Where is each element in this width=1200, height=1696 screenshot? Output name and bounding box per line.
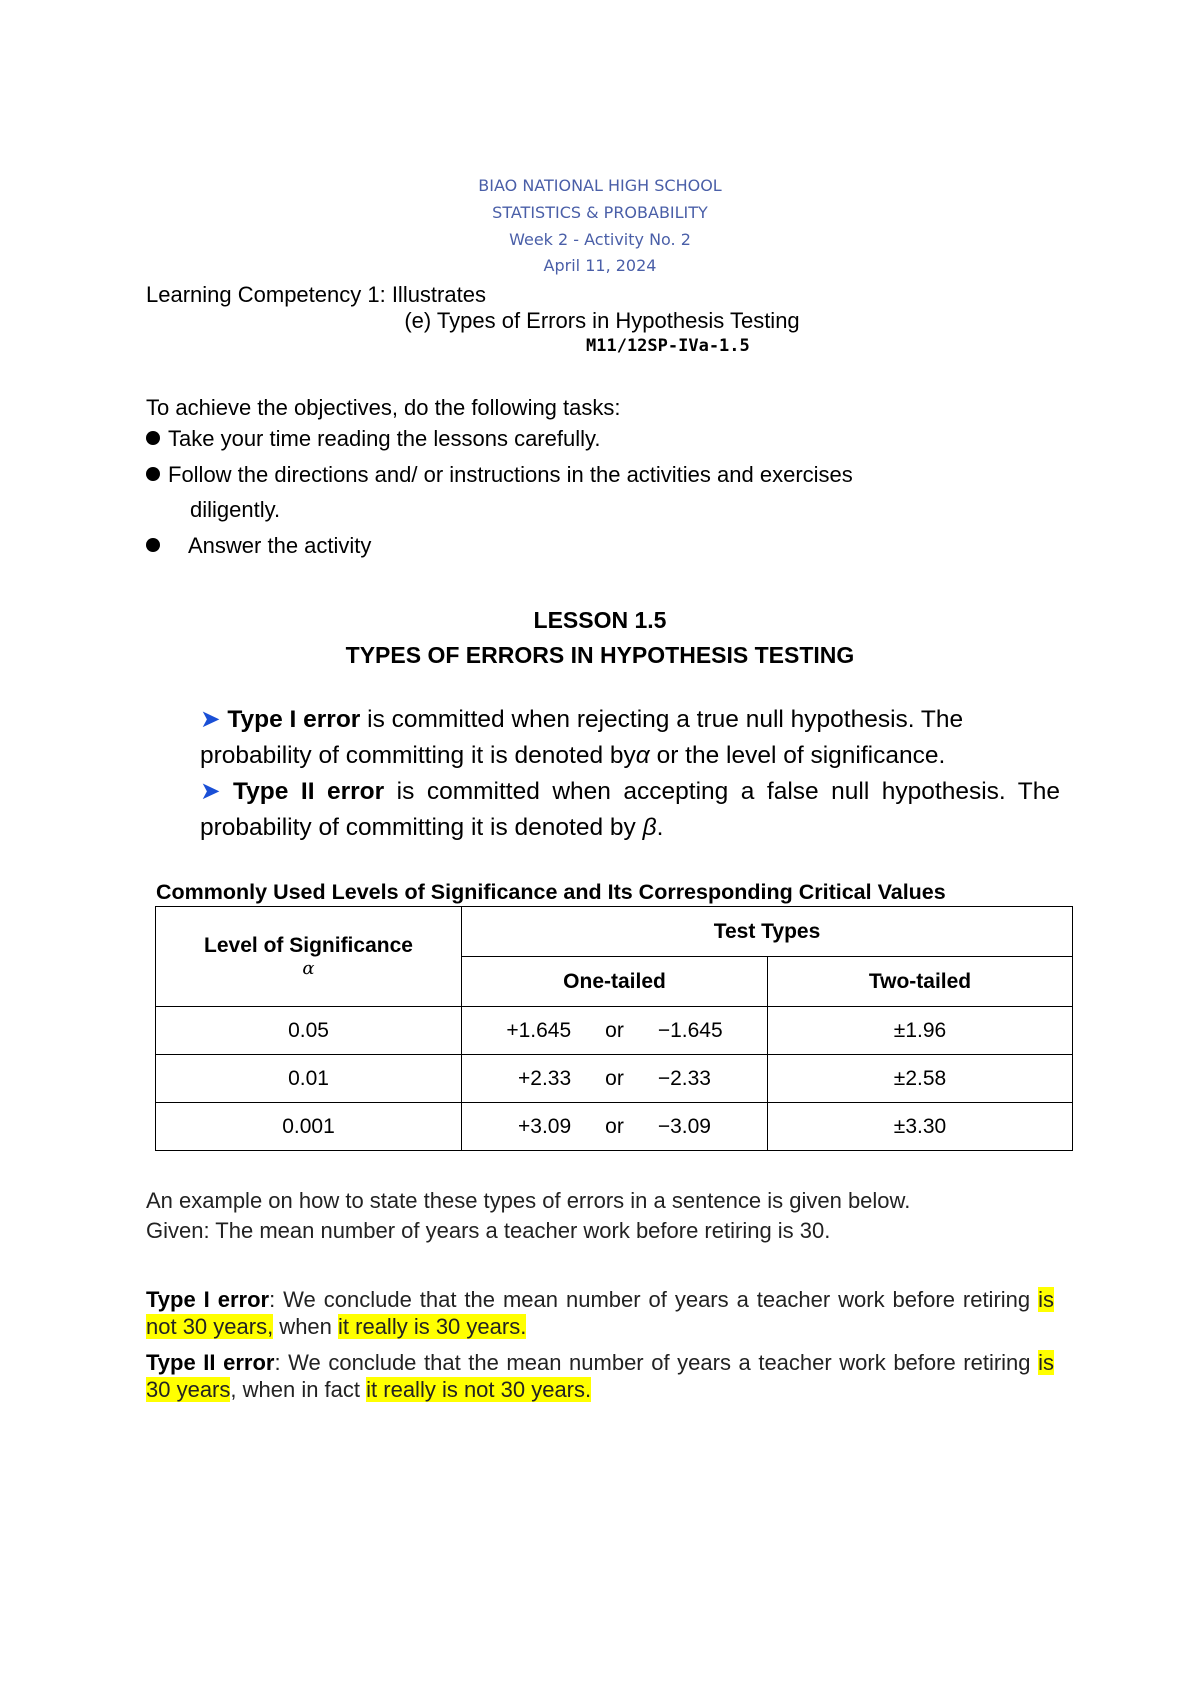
type1-text: is committed when rejecting a true null hypothesis. The probability of committing it is denoted by: [200, 706, 964, 769]
task-text-continued: diligently.: [190, 497, 281, 522]
type1-tail: or the level of significance.: [649, 742, 946, 769]
bullet-icon: [146, 431, 160, 445]
type2-term: Type II error: [233, 778, 385, 805]
task-item: [146, 462, 853, 488]
level-cell: 0.05: [156, 1007, 462, 1055]
two-tailed-cell: ±3.30: [768, 1103, 1073, 1151]
one-tailed-cell: [462, 1007, 768, 1055]
bullet-icon: [146, 538, 160, 552]
type2-text: is committed when accepting a false null hypothesis. The probability of committing it is denoted by: [200, 778, 1060, 841]
type1-definition: [200, 702, 1060, 774]
highlight-text: it really is not 30 years.: [366, 1377, 592, 1402]
task-item: [146, 533, 371, 559]
table-row: [156, 1103, 1073, 1151]
competency-topic-wrap: [0, 308, 1200, 334]
highlight-text: it really is 30 years.: [338, 1314, 527, 1339]
task-item: [146, 426, 600, 452]
table-row: [156, 1055, 1073, 1103]
example-type1: [146, 1286, 1054, 1340]
type1-term: Type I error: [227, 706, 361, 733]
school-name: BIAO NATIONAL HIGH SCHOOL: [478, 176, 722, 195]
header-two-tailed: Two-tailed: [768, 957, 1073, 1007]
header-alpha-symbol: α: [302, 958, 315, 979]
example-type1-term: Type I error: [146, 1287, 270, 1312]
alpha-symbol: α: [635, 742, 650, 769]
example-type2: [146, 1349, 1054, 1403]
one-tailed-cell: [462, 1103, 768, 1151]
example-intro: An example on how to state these types of errors in a sentence is given below.: [146, 1188, 911, 1213]
header-one-tailed: One-tailed: [462, 957, 768, 1007]
two-tailed-cell: ±1.96: [768, 1007, 1073, 1055]
bullet-icon: [146, 467, 160, 481]
task-text: Follow the directions and/ or instructions in the activities and exercises: [168, 462, 853, 487]
neg-value: −1.645: [657, 1018, 723, 1042]
or-word: or: [605, 1066, 624, 1090]
or-word: or: [605, 1018, 624, 1042]
task-text: Answer the activity: [188, 533, 372, 558]
level-cell: 0.001: [156, 1103, 462, 1151]
pos-value: +2.33: [518, 1066, 572, 1090]
arrow-bullet-icon: ➤: [200, 778, 221, 805]
neg-value: −3.09: [657, 1114, 711, 1138]
table-row: [156, 1007, 1073, 1055]
one-tailed-cell: [462, 1055, 768, 1103]
pos-value: +3.09: [518, 1114, 572, 1138]
subject-name: STATISTICS & PROBABILITY: [492, 203, 708, 222]
type2-tail: .: [656, 814, 664, 841]
highlight-text: is 30 years: [146, 1350, 1054, 1402]
competency-topic: (e) Types of Errors in Hypothesis Testing: [404, 308, 800, 333]
tasks-title: To achieve the objectives, do the following tasks:: [146, 395, 621, 420]
activity-label: Week 2 - Activity No. 2: [509, 230, 691, 249]
header-level: [156, 907, 462, 1007]
table-title: Commonly Used Levels of Significance and Its Corresponding Critical Values: [156, 880, 946, 904]
header-level-label: Level of Significance: [204, 934, 413, 957]
example-type2-term: Type II error: [146, 1350, 275, 1375]
example-type1-text: : We conclude that the mean number of years a teacher work before retiring: [269, 1287, 1039, 1312]
beta-symbol: β: [642, 814, 657, 841]
competency-code: M11/12SP-IVa-1.5: [586, 336, 750, 356]
pos-value: +1.645: [506, 1018, 572, 1042]
or-word: or: [605, 1114, 624, 1138]
task-text: Take your time reading the lessons carefully.: [168, 426, 601, 451]
critical-values-table: [155, 906, 1073, 1151]
lesson-title: TYPES OF ERRORS IN HYPOTHESIS TESTING: [345, 642, 855, 668]
header-test-types: Test Types: [462, 907, 1073, 957]
example-type1-mid: when: [273, 1314, 339, 1339]
competency-label: Learning Competency 1: Illustrates: [146, 282, 486, 307]
example-type2-mid: , when in fact: [230, 1377, 367, 1402]
lesson-number: LESSON 1.5: [533, 607, 667, 633]
example-type2-text: : We conclude that the mean number of years a teacher work before retiring: [274, 1350, 1039, 1375]
highlight-text: is not 30 years,: [146, 1287, 1054, 1339]
activity-date: April 11, 2024: [543, 256, 657, 275]
example-given: Given: The mean number of years a teacher work before retiring is 30.: [146, 1218, 831, 1243]
type2-definition: [200, 774, 1060, 846]
neg-value: −2.33: [657, 1066, 711, 1090]
two-tailed-cell: ±2.58: [768, 1055, 1073, 1103]
level-cell: 0.01: [156, 1055, 462, 1103]
arrow-bullet-icon: ➤: [200, 706, 221, 733]
